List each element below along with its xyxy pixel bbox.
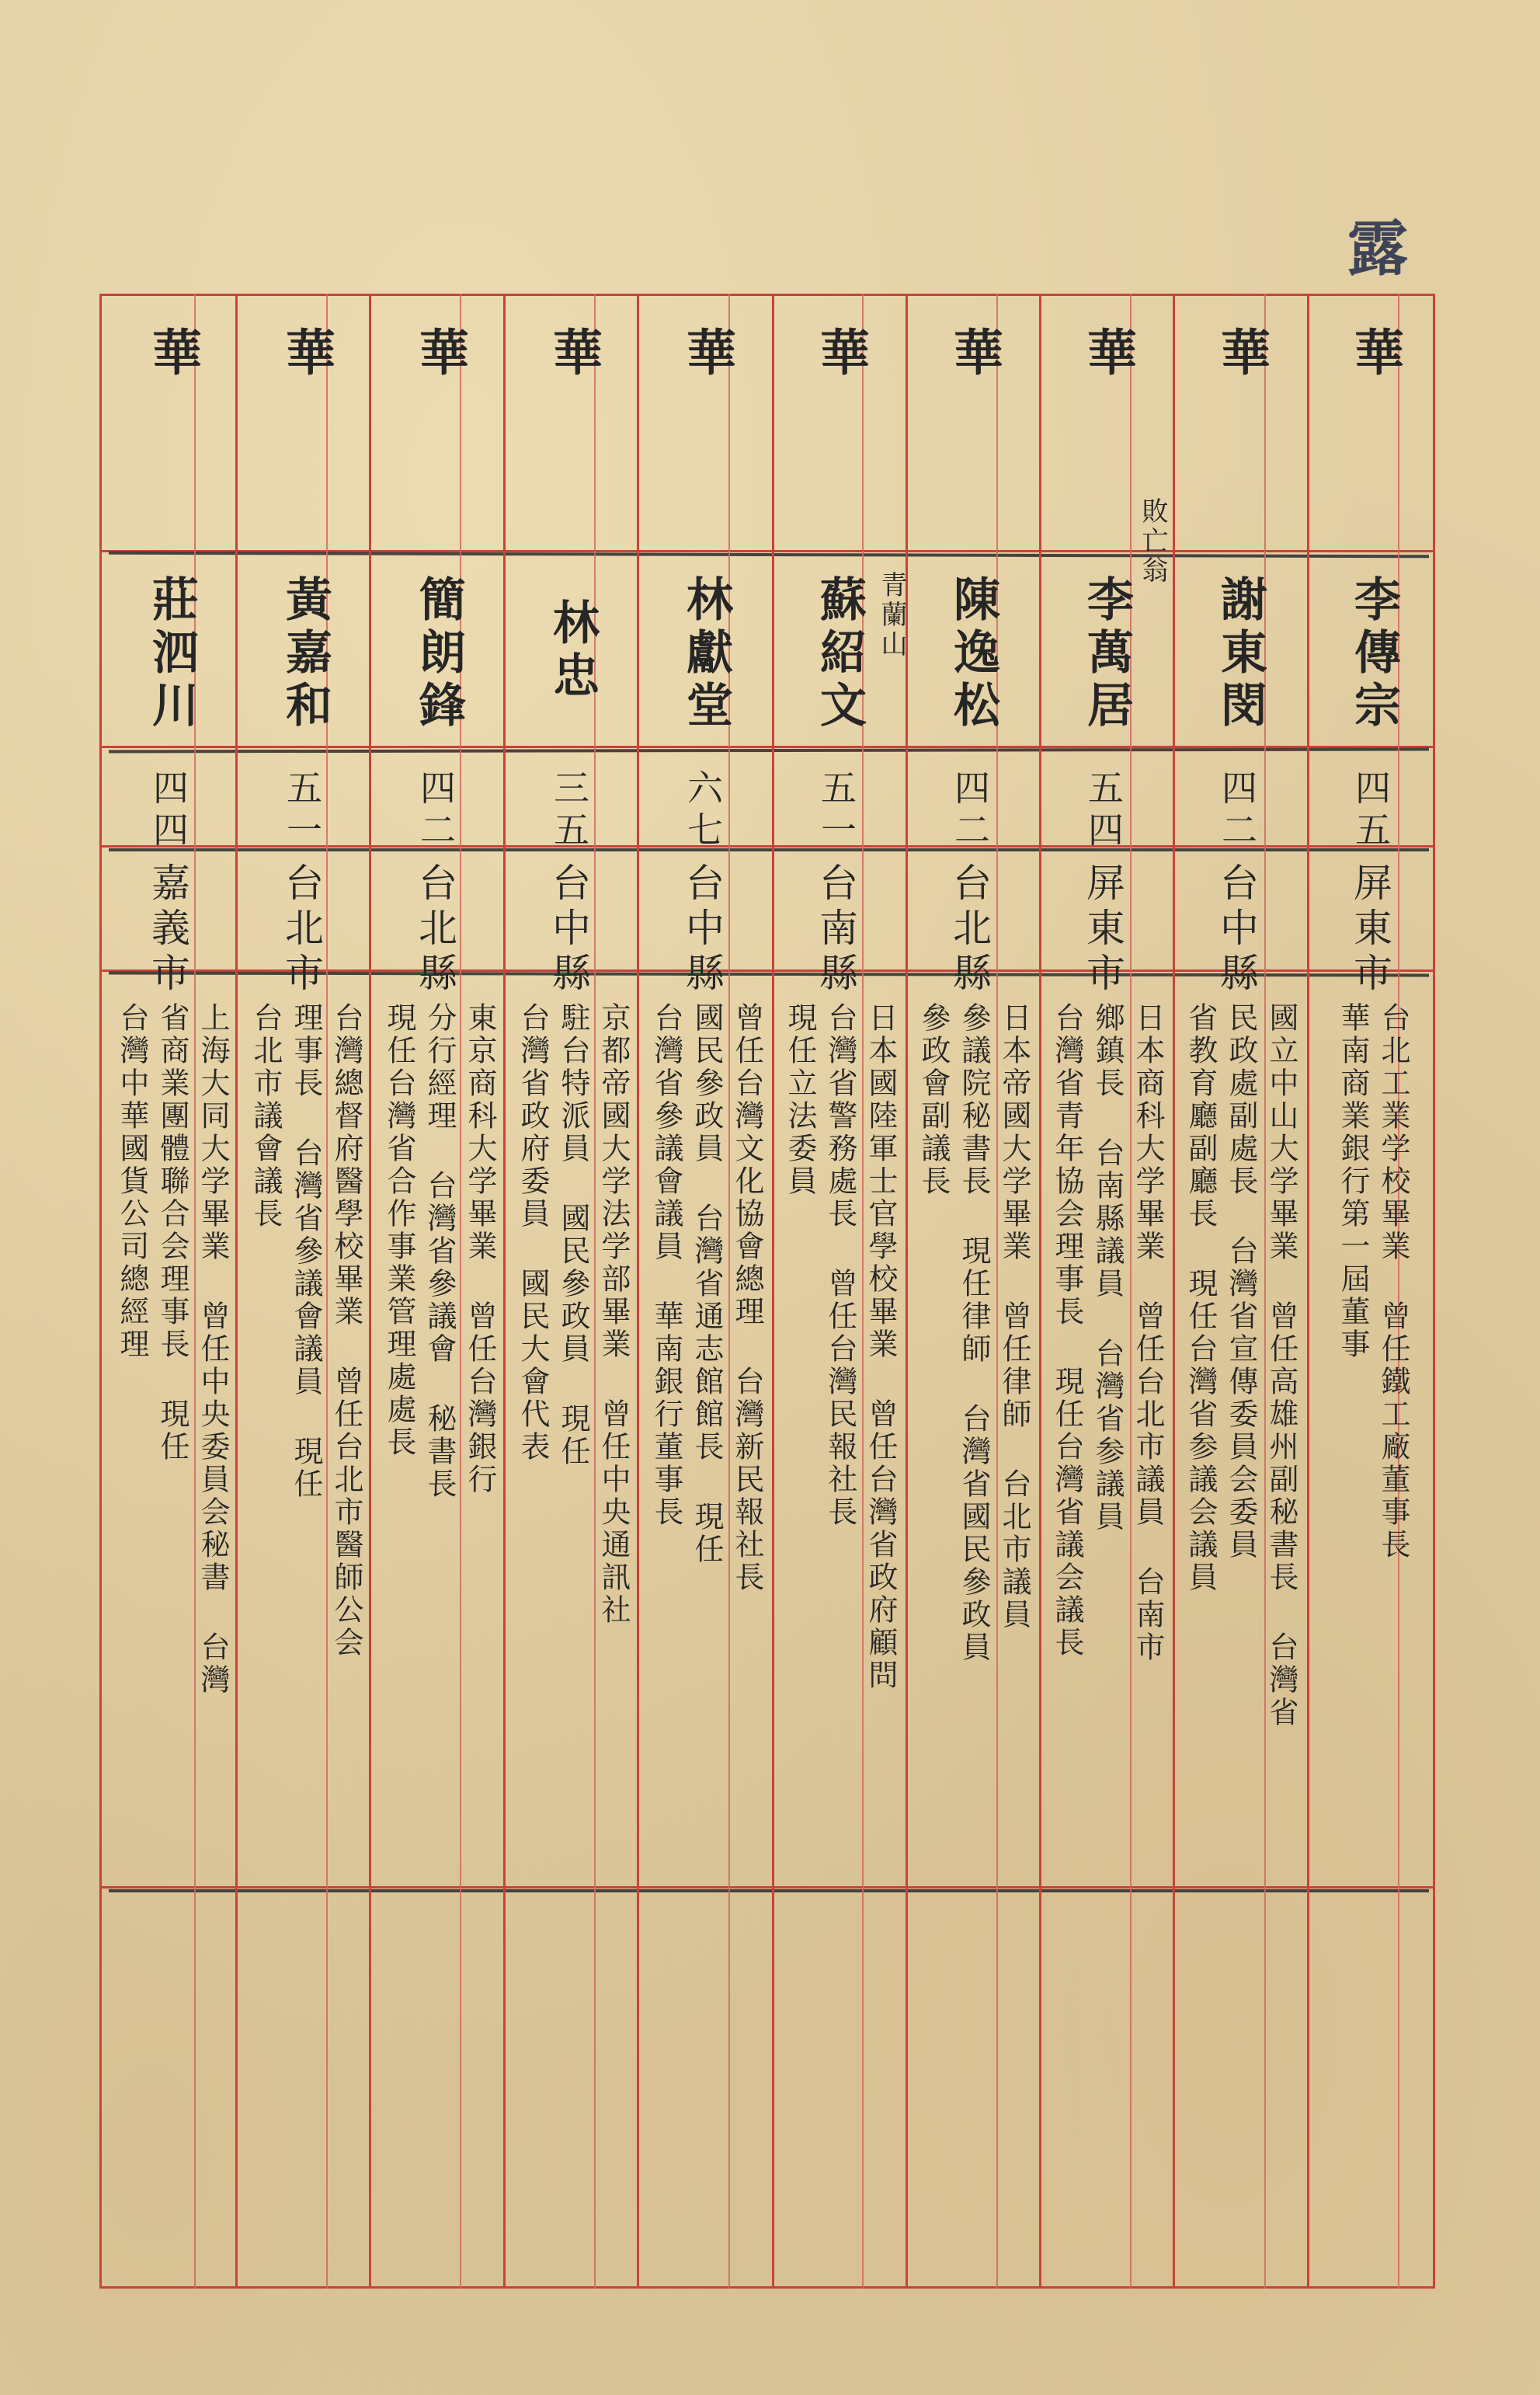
row-career: 日本帝國大学畢業 曾任律師 台北市議員 參議院秘書長 現任律師 台灣省國民參政員 參政會副議長 xyxy=(916,1002,1031,1664)
row-age: 五一 xyxy=(815,769,857,853)
row-side-note: 敗亡翁 xyxy=(1137,497,1168,586)
row-career: 日本商科大学畢業 曾任台北市議員 台南市 鄉鎮長 台南縣議員 台灣省参議員 台灣省青年協会理事長 現任台灣省議会議長 xyxy=(1050,1002,1165,1664)
row-name: 莊泗川 xyxy=(144,575,199,733)
ink-line-1 xyxy=(109,552,1429,558)
row-age: 四二 xyxy=(1216,769,1258,853)
row-age: 五一 xyxy=(281,769,323,853)
row-prefix: 華 xyxy=(1346,326,1404,382)
frame-right xyxy=(1433,294,1435,2289)
row-name: 李萬居 xyxy=(1079,575,1134,733)
row-name: 林獻堂 xyxy=(679,575,733,733)
row-name: 蘇紹文 xyxy=(812,575,867,733)
row-place: 台中縣 xyxy=(546,862,591,997)
row-career: 京都帝國大学法学部畢業 曾任中央通訊社 駐台特派員 國民參政員 現任 台灣省政府委員 國民大會代表 xyxy=(516,1002,631,1627)
row-place: 台中縣 xyxy=(680,862,725,997)
seal-stamp: 露 xyxy=(1347,214,1409,284)
col-divider-3 xyxy=(503,294,506,2289)
row-career: 東京商科大学畢業 曾任台灣銀行 分行經理 台灣省參議會 秘書長 現任台灣省合作事業管理處處長 xyxy=(382,1002,497,1501)
row-age: 五四 xyxy=(1083,769,1125,853)
row-place: 屏東市 xyxy=(1080,862,1125,997)
row-career: 台灣總督府醫學校畢業 曾任台北市醫師公会 理事長 台灣省參議會議員 現任 台北市議會議長 xyxy=(249,1002,363,1659)
row-prefix: 華 xyxy=(1212,326,1271,382)
row-age: 六七 xyxy=(682,769,724,853)
rule-career-bottom xyxy=(99,1886,1435,1888)
row-prefix: 華 xyxy=(144,326,202,382)
row-place: 台南縣 xyxy=(813,862,858,997)
row-place: 嘉義市 xyxy=(145,862,190,997)
row-name: 李傳宗 xyxy=(1347,575,1401,733)
row-side-note: 青蘭山 xyxy=(876,571,907,660)
row-career: 日本國陸軍士官學校畢業 曾任台灣省政府顧問 台灣省警務處長 曾任台灣民報社長 現任立法委員 xyxy=(783,1002,898,1692)
row-name: 陳逸松 xyxy=(946,575,1000,733)
row-prefix: 華 xyxy=(1079,326,1137,382)
frame-bottom xyxy=(99,2286,1435,2289)
row-career: 國立中山大学畢業 曾任高雄州副秘書長 台灣省 民政處副處長 台灣省宣傳委員会委員 省教育廳副廳長 現任台灣省参議会議員 xyxy=(1184,1002,1298,1729)
row-place: 台中縣 xyxy=(1214,862,1259,997)
col-divider-8 xyxy=(1173,294,1175,2289)
col-divider-2 xyxy=(369,294,371,2289)
row-name: 謝東閔 xyxy=(1213,575,1267,733)
row-age: 四五 xyxy=(1350,769,1392,853)
row-prefix: 華 xyxy=(945,326,1003,382)
row-age: 四二 xyxy=(415,769,457,853)
row-prefix: 華 xyxy=(812,326,870,382)
row-prefix: 華 xyxy=(411,326,469,382)
col-divider-4 xyxy=(637,294,639,2289)
frame-left xyxy=(99,294,102,2289)
row-age: 四二 xyxy=(949,769,991,853)
row-age: 四四 xyxy=(148,769,189,853)
row-place: 台北縣 xyxy=(947,862,992,997)
row-name: 簡朗鋒 xyxy=(412,575,466,733)
col-divider-5 xyxy=(772,294,774,2289)
frame-top xyxy=(99,294,1435,296)
row-place: 屏東市 xyxy=(1347,862,1392,997)
row-name: 林忠 xyxy=(545,598,600,704)
row-career: 曾任台灣文化協會總理 台灣新民報社長 國民參政員 台灣省通志館館長 現任 台灣省參議會議員 華南銀行董事長 xyxy=(649,1002,764,1594)
row-career: 上海大同大学畢業 曾任中央委員会秘書 台灣 省商業團體聯合会理事長 現任 台灣中華國貨公司總經理 xyxy=(115,1002,230,1697)
row-place: 台北縣 xyxy=(412,862,457,997)
ink-line-5 xyxy=(109,1889,1429,1892)
row-place: 台北市 xyxy=(279,862,324,997)
col-divider-7 xyxy=(1039,294,1041,2289)
row-career: 台北工業学校畢業 曾任鐵工廠董事長 華南商業銀行第一屆董事 xyxy=(1336,1002,1410,1561)
col-divider-1 xyxy=(235,294,238,2289)
row-name: 黃嘉和 xyxy=(278,575,332,733)
row-prefix: 華 xyxy=(544,326,603,382)
row-age: 三五 xyxy=(548,769,590,853)
ink-line-2 xyxy=(109,748,1429,754)
row-prefix: 華 xyxy=(678,326,736,382)
row-prefix: 華 xyxy=(277,326,335,382)
col-divider-9 xyxy=(1307,294,1309,2289)
